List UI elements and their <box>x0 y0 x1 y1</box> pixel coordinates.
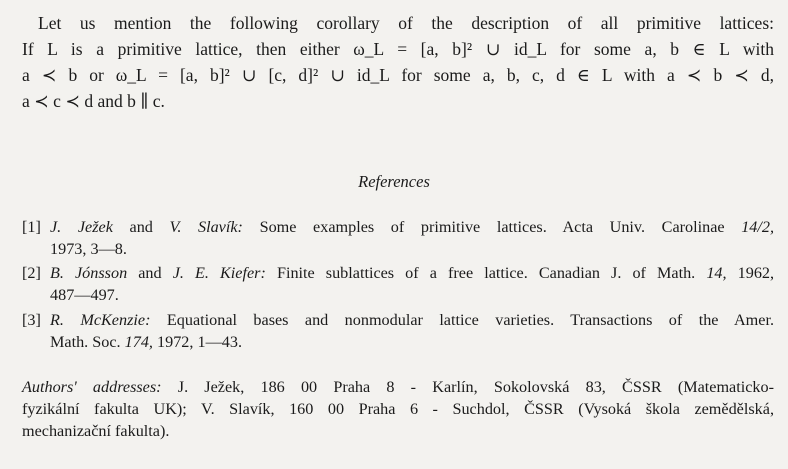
reference-author: B. Jónsson <box>50 264 128 282</box>
reference-conjunction: and <box>138 264 162 282</box>
references-heading: References <box>358 172 430 191</box>
reference-line <box>50 262 774 284</box>
reference-number: [2] <box>22 264 41 282</box>
reference-journal: Math. Soc. <box>50 333 121 351</box>
reference-volume: 174, <box>124 333 153 351</box>
reference-number: [1] <box>22 218 41 236</box>
reference-volume: 14, <box>706 264 727 282</box>
address-line-3: mechanizační fakulta). <box>22 422 170 440</box>
reference-title: Some examples of primitive lattices. Acta Univ. Carolinae <box>259 218 725 236</box>
reference-line: 1973, 3—8. <box>50 240 127 258</box>
reference-author: J. E. Kiefer: <box>172 264 266 282</box>
address-line-2: fyzikální fakulta UK); V. Slavík, 160 00 Praha 6 - Suchdol, ČSSR (Vysoká škola zemědělská, <box>22 400 774 418</box>
reference-year: 1962, <box>737 264 775 282</box>
reference-author: V. Slavík: <box>169 218 243 236</box>
address-line-1 <box>22 376 774 398</box>
corollary-line-2: If L is a primitive lattice, then either ω_L = [a, b]² ∪ id_L for some a, b ∈ L with <box>22 39 774 59</box>
reference-number: [3] <box>22 311 41 329</box>
reference-volume: 14/2, <box>741 218 775 236</box>
corollary-line-4: a ≺ c ≺ d and b ∥ c. <box>22 91 165 111</box>
reference-title: Finite sublattices of a free lattice. Canadian J. of Math. <box>276 264 696 282</box>
reference-title: Equational bases and nonmodular lattice varieties. Transactions of the Amer. <box>166 311 775 329</box>
reference-line <box>50 331 774 353</box>
reference-author: R. McKenzie: <box>50 311 151 329</box>
reference-item-3 <box>22 309 774 353</box>
reference-line <box>50 309 774 331</box>
corollary-line-1: Let us mention the following corollary of the description of all primitive lattices: <box>38 13 774 33</box>
reference-item-2 <box>22 262 774 306</box>
address-label: Authors' addresses: <box>22 378 162 396</box>
address-text: J. Ježek, 186 00 Praha 8 - Karlín, Sokolovská 83, ČSSR (Matematicko- <box>177 378 774 396</box>
reference-year-pages: 1972, 1—43. <box>157 333 242 351</box>
reference-line: 487—497. <box>50 286 119 304</box>
reference-author: J. Ježek <box>50 218 113 236</box>
authors-addresses <box>22 376 774 442</box>
reference-conjunction: and <box>129 218 153 236</box>
corollary-paragraph <box>22 10 774 114</box>
reference-item-1 <box>22 216 774 260</box>
corollary-line-3: a ≺ b or ω_L = [a, b]² ∪ [c, d]² ∪ id_L for some a, b, c, d ∈ L with a ≺ b ≺ d, <box>22 65 774 85</box>
reference-line <box>50 216 774 238</box>
